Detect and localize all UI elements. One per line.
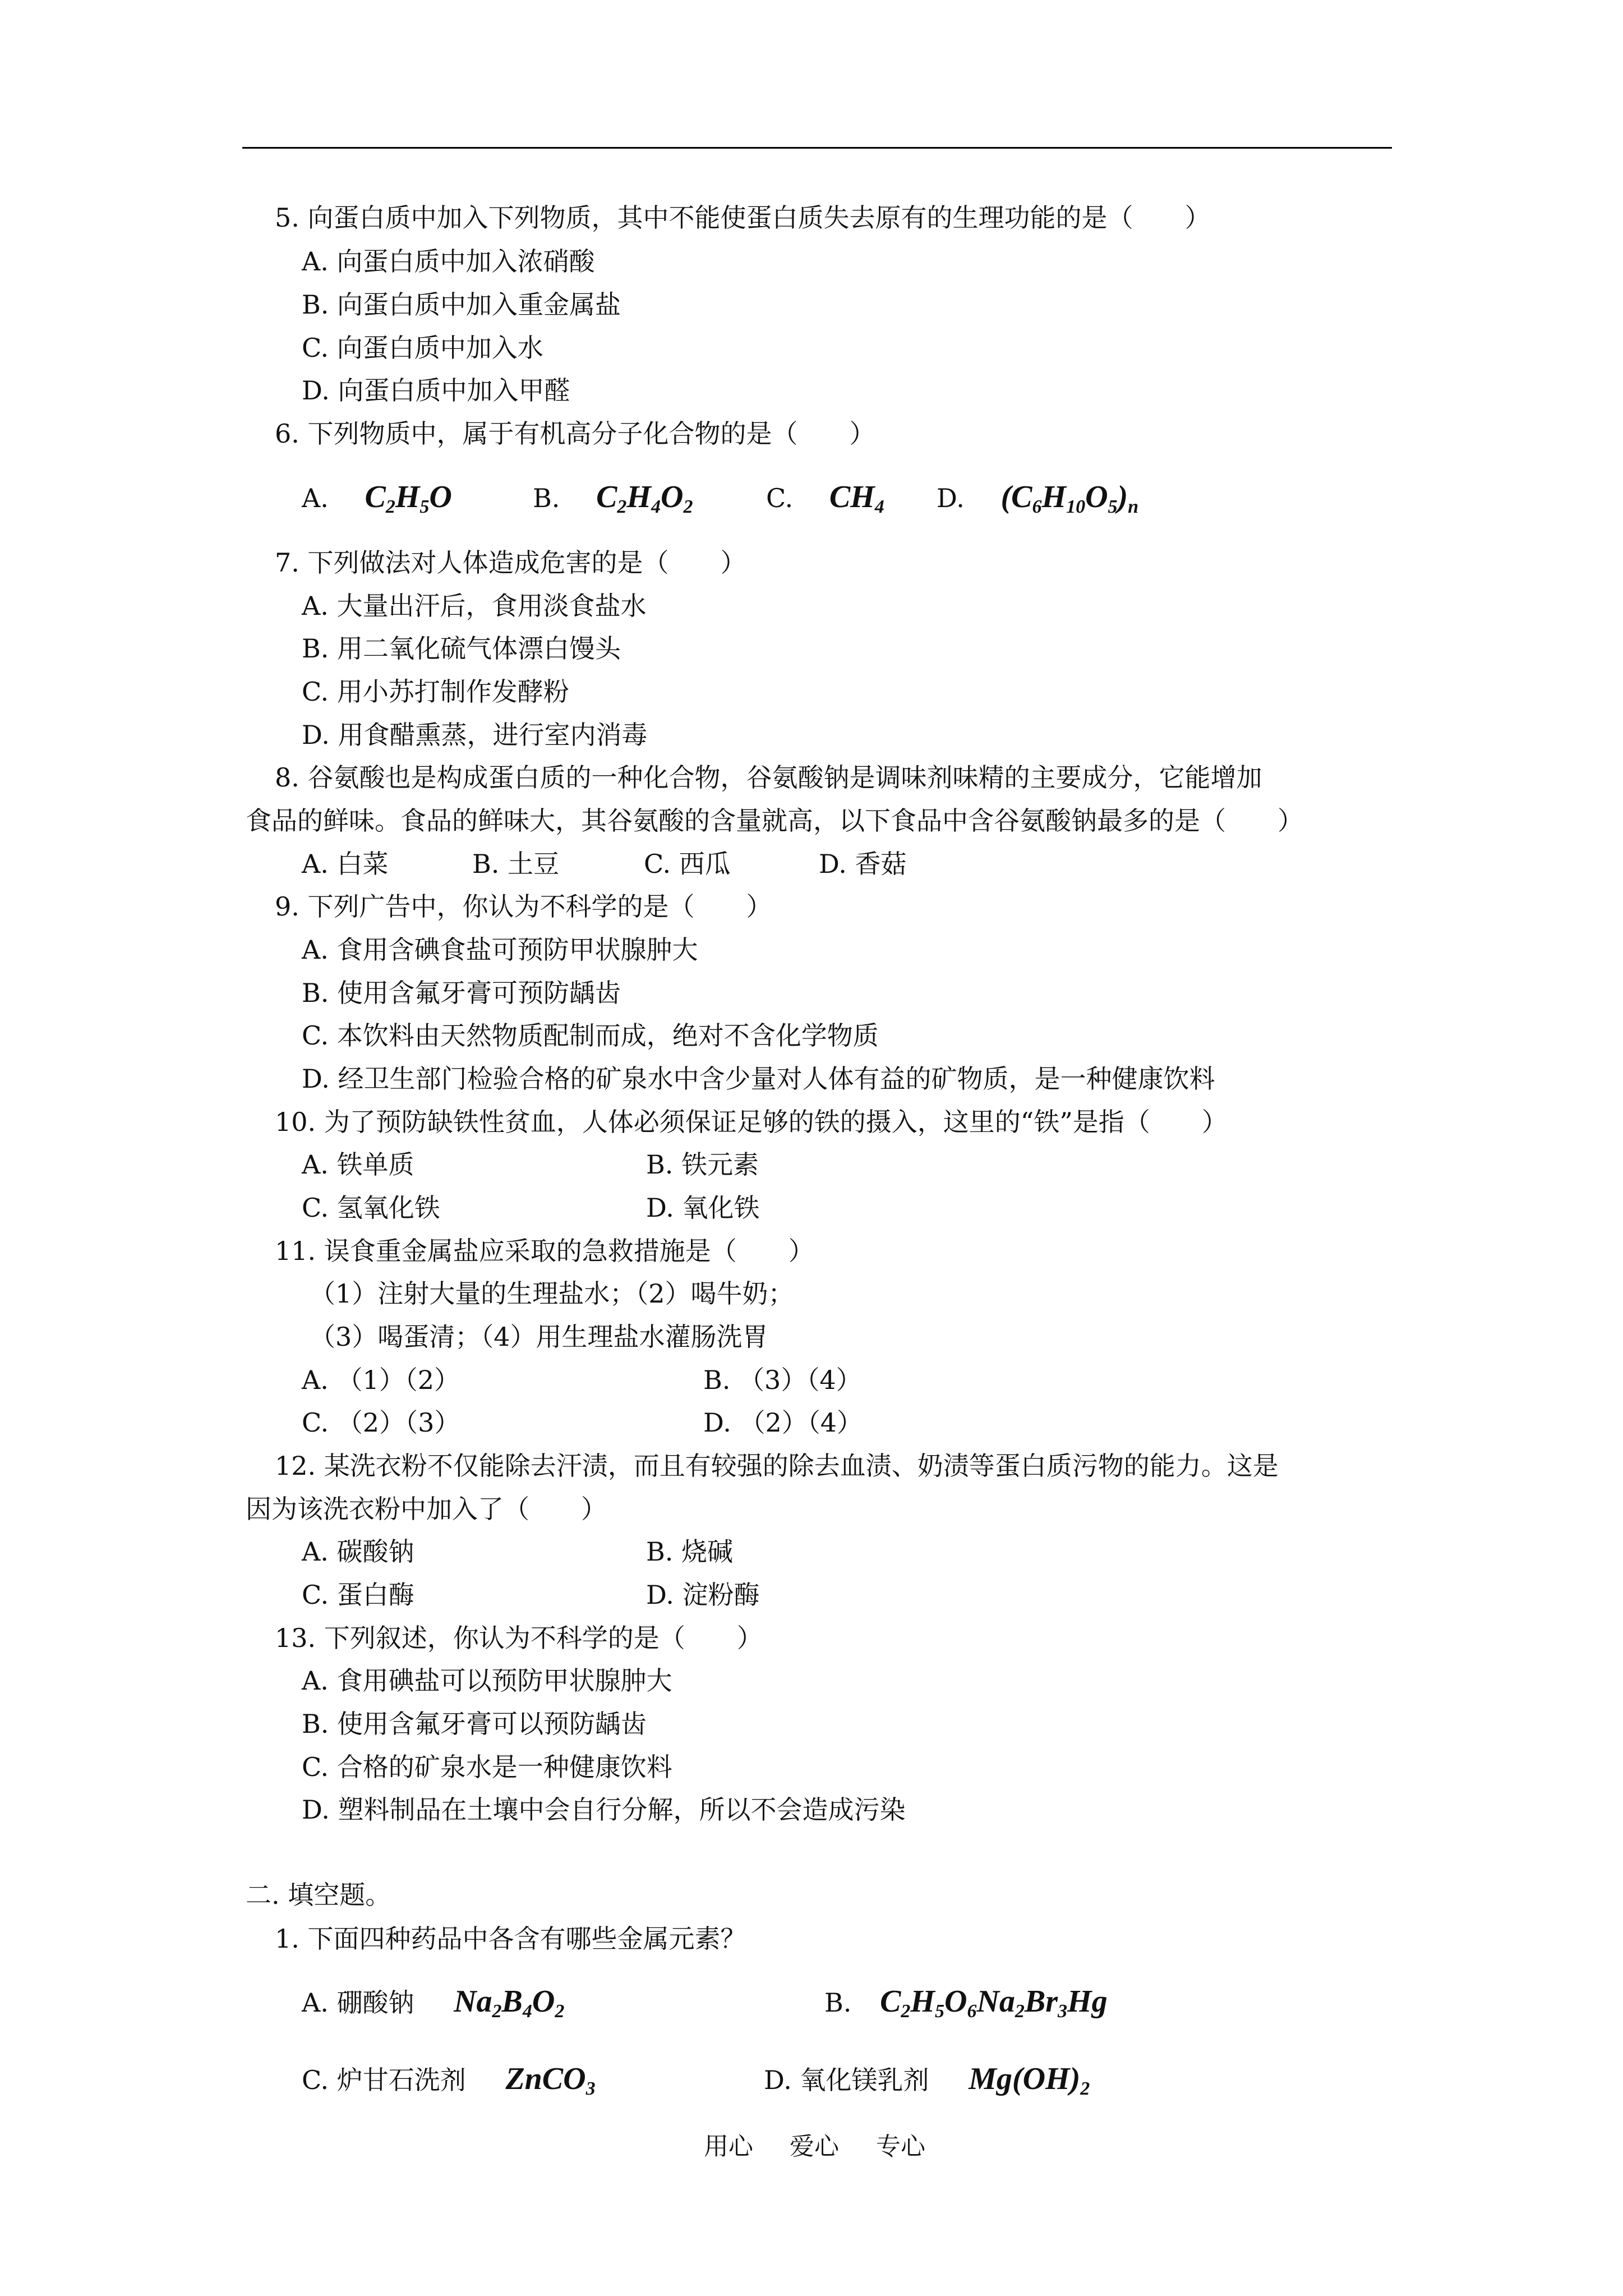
q6-formula-a: $C_2H_5O$ bbox=[365, 480, 452, 517]
s2-option-b-label: B. bbox=[824, 1987, 852, 2018]
q13-option-d: D. 塑料制品在土壤中会自行分解，所以不会造成污染 bbox=[302, 1795, 906, 1825]
s2-formula-b: $C_2H_5O_6Na_2Br_3Hg$ bbox=[880, 1984, 1108, 2022]
q11-stem: 11. 误食重金属盐应采取的急救措施是（ ） bbox=[275, 1236, 814, 1266]
q5-stem: 5. 向蛋白质中加入下列物质，其中不能使蛋白质失去原有的生理功能的是（ ） bbox=[275, 203, 1211, 233]
s2-q1-stem: 1. 下面四种药品中各含有哪些金属元素？ bbox=[275, 1924, 746, 1954]
q8-stem-line2: 食品的鲜味。食品的鲜味大，其谷氨酸的含量就高，以下食品中含谷氨酸钠最多的是（ ） bbox=[246, 806, 1303, 836]
q7-stem: 7. 下列做法对人体造成危害的是（ ） bbox=[275, 547, 746, 578]
footer-text-2: 爱心 bbox=[790, 2132, 839, 2161]
q11-choices-line2: （3）喝蛋清；（4）用生理盐水灌肠洗胃 bbox=[310, 1322, 768, 1352]
q6-option-a bbox=[302, 480, 452, 517]
q6-formula-d: $(C_6H_{10}O_5)_n$ bbox=[1000, 480, 1139, 517]
q12-option-d: D. 淀粉酶 bbox=[646, 1580, 760, 1610]
q12-option-b: B. 烧碱 bbox=[646, 1536, 734, 1567]
header-rule bbox=[242, 147, 1392, 149]
q12-stem-line2: 因为该洗衣粉中加入了（ ） bbox=[246, 1494, 607, 1524]
q10-stem: 10. 为了预防缺铁性贫血，人体必须保证足够的铁的摄入，这里的“铁”是指（ ） bbox=[275, 1107, 1228, 1137]
q11-option-c: C. （2）（3） bbox=[302, 1407, 460, 1438]
q12-option-a: A. 碳酸钠 bbox=[302, 1536, 414, 1567]
q6-option-d-label: D. bbox=[937, 483, 965, 513]
q8-option-b: B. 土豆 bbox=[472, 849, 560, 879]
q9-stem: 9. 下列广告中，你认为不科学的是（ ） bbox=[275, 891, 772, 922]
s2-option-b bbox=[824, 1984, 1108, 2022]
footer-text-1: 用心 bbox=[704, 2132, 753, 2161]
s2-option-d-label: D. 氧化镁乳剂 bbox=[764, 2065, 929, 2095]
s2-option-d bbox=[764, 2062, 1090, 2099]
q6-formula-b: $C_2H_4O_2$ bbox=[596, 480, 693, 517]
q13-stem: 13. 下列叙述，你认为不科学的是（ ） bbox=[275, 1623, 763, 1653]
q5-option-a: A. 向蛋白质中加入浓硝酸 bbox=[302, 246, 595, 277]
footer-text-3: 专心 bbox=[876, 2132, 925, 2161]
q5-option-c: C. 向蛋白质中加入水 bbox=[302, 333, 543, 363]
q9-option-b: B. 使用含氟牙膏可预防龋齿 bbox=[302, 978, 621, 1008]
s2-option-a bbox=[302, 1984, 565, 2022]
q8-option-a: A. 白菜 bbox=[302, 849, 389, 879]
q5-option-d: D. 向蛋白质中加入甲醛 bbox=[302, 375, 570, 406]
q11-choices-line1: （1）注射大量的生理盐水；（2）喝牛奶； bbox=[310, 1278, 794, 1309]
q6-formula-c: $CH_4$ bbox=[829, 480, 884, 517]
q11-option-a: A. （1）（2） bbox=[302, 1365, 460, 1395]
q12-option-c: C. 蛋白酶 bbox=[302, 1580, 414, 1610]
q7-option-b: B. 用二氧化硫气体漂白馒头 bbox=[302, 633, 621, 664]
q6-option-b-label: B. bbox=[533, 483, 560, 513]
q13-option-c: C. 合格的矿泉水是一种健康饮料 bbox=[302, 1752, 672, 1782]
q9-option-c: C. 本饮料由天然物质配制而成，绝对不含化学物质 bbox=[302, 1020, 879, 1051]
q6-option-c bbox=[766, 480, 884, 517]
q7-option-d: D. 用食醋熏蒸，进行室内消毒 bbox=[302, 720, 648, 750]
s2-formula-a: $Na_2B_4O_2$ bbox=[454, 1984, 565, 2022]
q8-stem-line1: 8. 谷氨酸也是构成蛋白质的一种化合物，谷氨酸钠是调味剂味精的主要成分，它能增加 bbox=[275, 762, 1262, 793]
s2-option-c bbox=[302, 2062, 596, 2099]
section-heading: 二. 填空题。 bbox=[246, 1880, 391, 1910]
s2-formula-d: $Mg(OH)_2$ bbox=[969, 2062, 1090, 2099]
q7-option-c: C. 用小苏打制作发酵粉 bbox=[302, 677, 569, 707]
q8-option-c: C. 西瓜 bbox=[644, 849, 731, 879]
q6-stem: 6. 下列物质中，属于有机高分子化合物的是（ ） bbox=[275, 418, 875, 449]
q7-option-a: A. 大量出汗后，食用淡食盐水 bbox=[302, 591, 647, 621]
q10-option-d: D. 氧化铁 bbox=[646, 1193, 760, 1223]
q13-option-b: B. 使用含氟牙膏可以预防龋齿 bbox=[302, 1709, 647, 1739]
q10-option-c: C. 氢氧化铁 bbox=[302, 1193, 440, 1223]
s2-formula-c: ZnCO$_3$ bbox=[505, 2062, 596, 2099]
q6-option-d bbox=[937, 480, 1139, 517]
s2-option-a-label: A. 硼酸钠 bbox=[302, 1987, 414, 2018]
q6-option-a-label: A. bbox=[302, 483, 329, 513]
q9-option-a: A. 食用含碘食盐可预防甲状腺肿大 bbox=[302, 935, 698, 965]
q5-option-b: B. 向蛋白质中加入重金属盐 bbox=[302, 289, 621, 320]
q12-stem-line1: 12. 某洗衣粉不仅能除去汗渍，而且有较强的除去血渍、奶渍等蛋白质污物的能力。这是 bbox=[275, 1451, 1279, 1481]
q10-option-b: B. 铁元素 bbox=[646, 1149, 759, 1180]
q8-option-d: D. 香菇 bbox=[819, 849, 907, 879]
q11-option-d: D. （2）（4） bbox=[703, 1407, 863, 1438]
q6-option-c-label: C. bbox=[766, 483, 794, 513]
q9-option-d: D. 经卫生部门检验合格的矿泉水中含少量对人体有益的矿物质，是一种健康饮料 bbox=[302, 1064, 1215, 1094]
q13-option-a: A. 食用碘盐可以预防甲状腺肿大 bbox=[302, 1665, 672, 1696]
q6-option-b bbox=[533, 480, 693, 517]
q10-option-a: A. 铁单质 bbox=[302, 1149, 414, 1180]
s2-option-c-label: C. 炉甘石洗剂 bbox=[302, 2065, 466, 2095]
q11-option-b: B. （3）（4） bbox=[703, 1365, 862, 1395]
